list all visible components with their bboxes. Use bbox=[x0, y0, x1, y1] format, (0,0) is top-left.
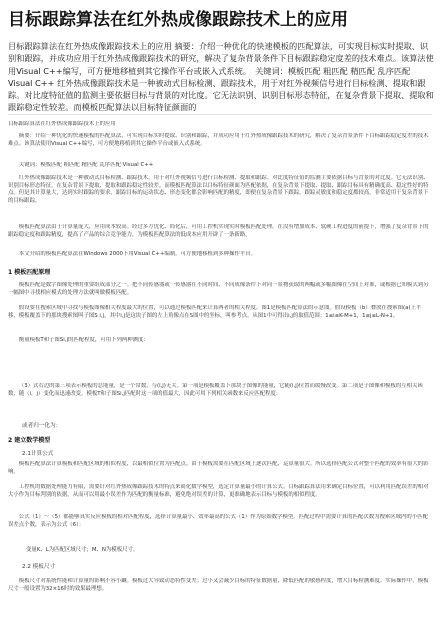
document-title: 目标跟踪算法在红外热成像跟踪技术上的应用 bbox=[8, 10, 348, 30]
paragraph-11-text: 公式（1）～（5）都能够真实反应模板的相对匹配程度，选择计算量最小、效率最高的公式（1）作为原始数学模型。匹配过程中需要计算的匹配次数为搜索区域内的小匹配误差点个数，表示为公式（6）： bbox=[8, 514, 428, 528]
section-2-2-heading: 2.2 模板尺寸 bbox=[22, 564, 56, 570]
abstract-text: 摘要：介绍一种优化的快速模板的匹配算法，可实现目标实时提取、识别和跟踪，并成功应用于红外热成像跟踪技术的研究，解决了复杂背景条件下目标跟踪稳定度差的技术难点。该算法使用Visual C++编写，可方便地移植到其它操作平台或嵌入式系统。 bbox=[8, 133, 429, 147]
paragraph-3-text: 本文介绍的模板匹配算法在Windows 2000下用Visual C++编制，可方便地移植到多种操作平台。 bbox=[18, 251, 257, 257]
doc-paragraph-4 bbox=[8, 282, 432, 298]
paragraph-4-text: 模板匹配是数字图像处理的重要组成部分之一。把不同传感器或一传感器在不同时间、不同成像条件下对同一景物获取的两幅或多幅图像在空间上对准，或根据已知模式到另一幅图中寻找相应模式的处理方法就叫做模板匹配。 bbox=[8, 282, 429, 296]
section-2-1-heading: 2.1计算公式 bbox=[22, 451, 54, 457]
doc-abstract bbox=[8, 133, 432, 159]
doc-paragraph-6 bbox=[8, 337, 432, 346]
paragraph-10-text: 工控机的数据处理能力有限，需要针对红外热成像跟踪技术的特点来简化数学模型，选定计算量最小的计算公式。目标跟踪算法用来确定目标位置，可以利用匹配误差的相对大小作为目标判别的依据，从而可以用最小误差作为匹配的衡量标准，避免绝对误差的计算，更准确地表示目标与模板的相似程度。 bbox=[8, 484, 429, 498]
doc-paragraph-1 bbox=[8, 175, 432, 221]
paragraph-2-text: 模板匹配算法由于计算量庞大，应用成本较高。经过多方优化、简化后，可用工控机实现实时模板匹配处理。在没有增加成本、软硬工程进度的前提下，增强了复杂背景下的跟踪稳定度和跟踪精度，提高了产品的综合竞争能力，为模板匹配算法的低成本应用开辟了一条新路。 bbox=[8, 224, 429, 238]
paragraph-1-text: 红外热成像跟踪技术是一种被动式目标检测、跟踪技术，用于对红外视频信号进行目标检测、提取和跟踪。对比度特征值的监测主要依据目标与背景的对比度。它无法识别、识别目标形态特征，在复杂背景下提取、提取和跟踪稳定性较差。而模板匹配算法以目标特征颜面为匹配依据，在复杂背景下提取、提取、跟踪目标具有精确度高、稳定性好的特点。但是其计算量大，达到实时跟踪的要求，跟踪目标的运动状态、形态变化都会影响匹配的精度，即便在复杂背景下跟踪，跟踪灵敏度和稳定度都较高，非常适用于复杂背景下的目标跟踪。 bbox=[8, 175, 429, 204]
doc-paragraph-11 bbox=[8, 514, 432, 530]
document-summary: 目标跟踪算法在红外热成像跟踪技术上的应用 摘要：介绍一种优化的快速模板的匹配算法，可实现目标实时提取、识别和跟踪，并成功应用于红外热成像跟踪技术的研究，解决了复杂背景条件下目标跟踪稳定度差的技术难点。该算法使用Visual C++编写，可方便地移植到其它操作平台或嵌入式系统。 关键词：模板匹配 粗匹配 精匹配 乱序匹配 Visual C++ 红外热成像跟踪技术是一种被动式目标检测、跟踪技术，用于对红外视频信号进行目标检测、提取和跟踪。对比度特征值的监测主要依据目标与背景的对比度。它无法识别、识别目标形态特征，在复杂背景下提取、提取和跟踪稳定性较差。而模板匹配算法以目标特征颜面的 bbox=[8, 41, 434, 113]
paragraph-9-text: 模板匹配算法计算模板和匹配区域的相似程度，以最相似位置为匹配点。由于模板需要在匹配区域上逐次匹配，运算量很大。所以选择匹配公式对整个匹配的效率有很大的影响。 bbox=[8, 461, 429, 475]
section-2-heading: 2 建立数学模型 bbox=[8, 437, 51, 444]
section-1-heading: 1 模板匹配原理 bbox=[8, 269, 51, 276]
doc-paragraph-2 bbox=[8, 224, 432, 248]
keywords-text: 关键词：模板匹配 粗匹配 精匹配 乱序匹配 Visual C++ bbox=[18, 162, 154, 168]
doc-paragraph-12: 变量K、L为匹配区域尺寸；M、N为模板尺寸。 bbox=[26, 547, 139, 553]
divider bbox=[8, 114, 432, 115]
doc-paragraph-9 bbox=[8, 461, 432, 477]
paragraph-7-text: （3）式右边的第三项表示模板的总能量，是一个常数，与(i,j)无关。第一项是模板覆盖下那块子图像的能量，它随(i,j)位置而缓慢改变。第二项是子图像和模板的互相关函数，随（i，j）变化而迅速改变。模板T和子图Si,j匹配时这一项的值最大，因此可用下列相关函数来反应匹配程度： bbox=[8, 383, 423, 397]
doc-paragraph-13 bbox=[8, 578, 432, 602]
doc-keywords bbox=[8, 162, 432, 171]
paragraph-5-text: 假设要在搜索区域中寻找与模板图像相关程度最大的位置，可以通过模板匹配来计算两者的相关程度。图1是模板匹配算法的示意图。假设模板（b）叠放在搜索图(a)上平移，模板覆盖下的那块搜索图叫子图S i,j，其中i,j是这块子图的左上角像点在S图中的坐标，叫参考点。从图1中可得出i,j的取值范围：1≤i≤K-M+1，1≤j≤L-N+1。 bbox=[8, 305, 422, 319]
doc-paragraph-3 bbox=[8, 251, 432, 260]
doc-paragraph-7 bbox=[8, 383, 432, 407]
doc-paragraph-8: 或者归一化为： bbox=[22, 423, 62, 429]
doc-paragraph-5 bbox=[8, 305, 432, 329]
paragraph-13-text: 模板尺寸对系统性能和计算量的影响不容小觑。模板过大导致动态特性变差；过小又会减少目标的特征数据量，降低匹配的敏感程度，增大目标检测难度。实际操作中，模板尺寸一般设置为32×16时的效果最理想。 bbox=[8, 578, 429, 592]
paragraph-6-text: 衡量模板T和子图Si,j的匹配程度，可用下列两种测度： bbox=[18, 337, 149, 343]
doc-paragraph-10 bbox=[8, 484, 432, 508]
doc-heading-text: 目标跟踪算法在红外热成像跟踪技术上的应用 bbox=[8, 121, 116, 127]
doc-heading bbox=[8, 121, 432, 131]
